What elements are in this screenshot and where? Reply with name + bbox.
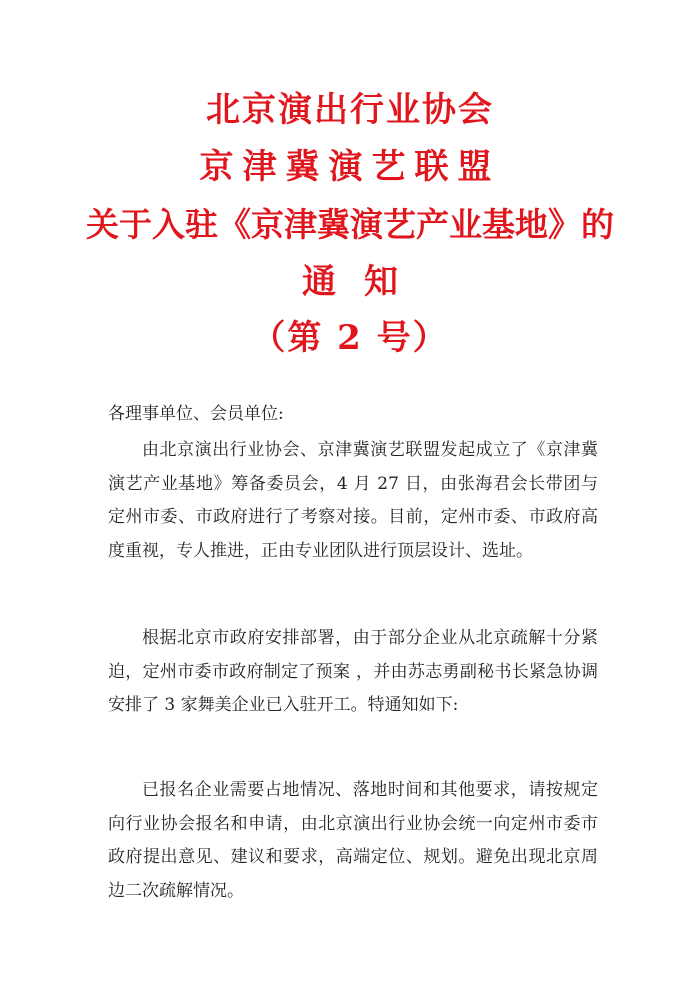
title-organization-2: 京津冀演艺联盟	[199, 147, 501, 187]
paragraph-1: 由北京演出行业协会、京津冀演艺联盟发起成立了《京津冀演艺产业基地》筹备委员会，4 月 27 日，由张海君会长带团与定州市委、市政府进行了考察对接。目前，定州市委、市政府高度重视，专人推进，正由专业团队进行顶层设计、选址。	[108, 440, 598, 561]
title-number: （第 2 号）	[251, 318, 449, 358]
title-organization-1: 北京演出行业协会	[206, 90, 494, 130]
salutation: 各理事单位、会员单位:	[108, 404, 284, 424]
paragraph-3: 已报名企业需要占地情况、落地时间和其他要求，请按规定向行业协会报名和申请，由北京演出行业协会统一向定州市委市政府提出意见、建议和要求，高端定位、规划。避免出现北京周边二次疏解情况。	[108, 780, 598, 901]
title-subject: 关于入驻《京津冀演艺产业基地》的	[86, 205, 614, 244]
paragraph-2: 根据北京市政府安排部署，由于部分企业从北京疏解十分紧迫，定州市委市政府制定了预案 ，并由苏志勇副秘书长紧急协调安排了 3 家舞美企业已入驻开工。特通知如下:	[108, 628, 598, 715]
title-notice: 通知	[302, 262, 426, 302]
